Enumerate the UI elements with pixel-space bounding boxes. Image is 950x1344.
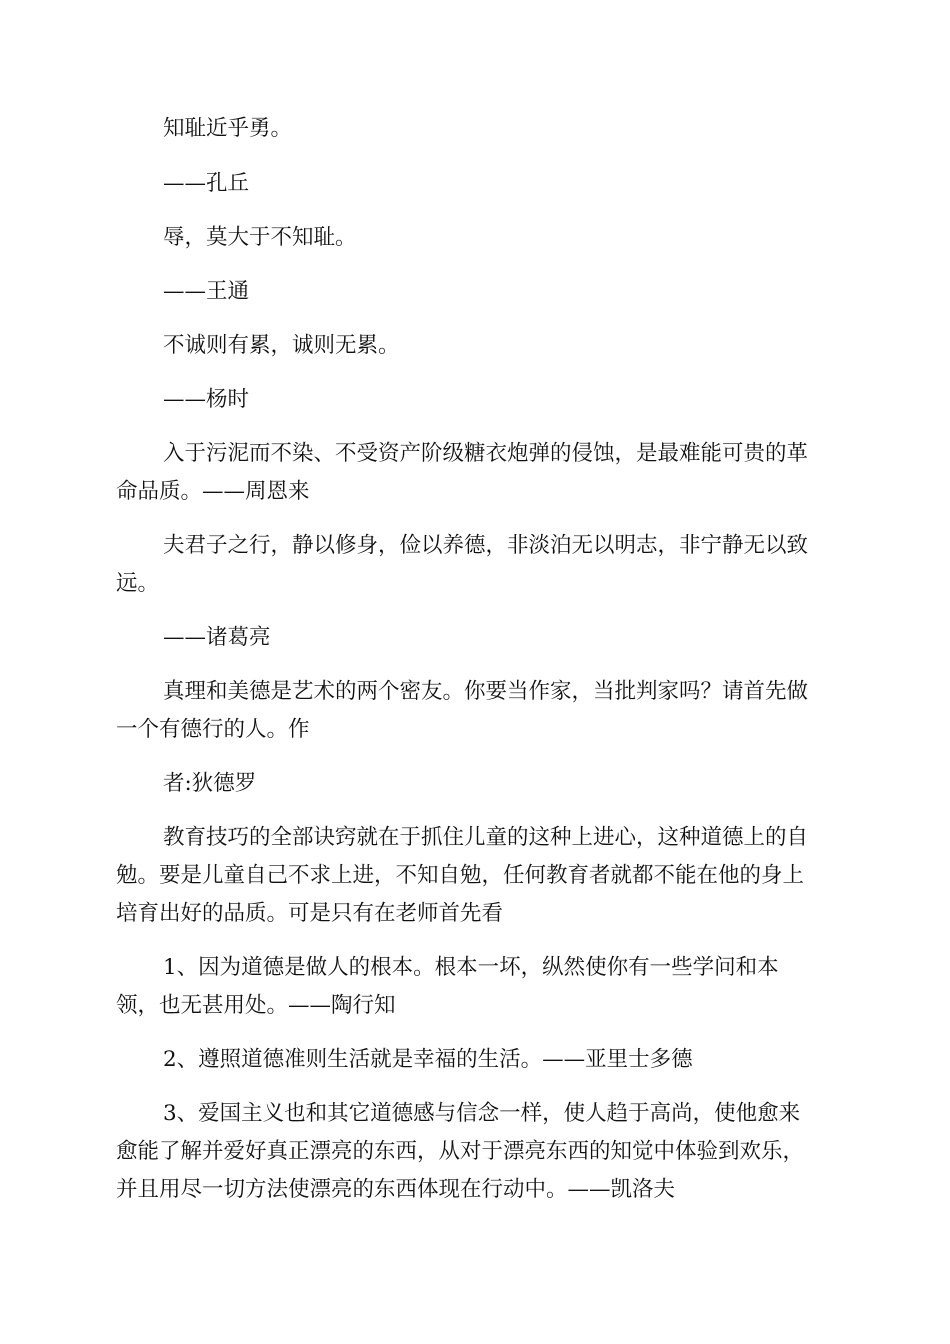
quote-line: 1、因为道德是做人的根本。根本一坏，纵然使你有一些学问和本 (163, 955, 779, 980)
quote-line: 辱，莫大于不知耻。 (163, 225, 357, 250)
quote-line: 入于污泥而不染、不受资产阶级糖衣炮弹的侵蚀，是最难能可贵的革 (163, 441, 809, 466)
quote-line: 领，也无甚用处。——陶行知 (116, 993, 396, 1018)
quote-line: 愈能了解并爱好真正漂亮的东西，从对于漂亮东西的知觉中体验到欢乐， (116, 1139, 805, 1164)
quote-line: 3、爱国主义也和其它道德感与信念一样，使人趋于高尚，使他愈来 (163, 1101, 801, 1126)
quote-author: ——孔丘 (163, 171, 250, 196)
quote-author: ——王通 (163, 279, 250, 304)
quote-line: 真理和美德是艺术的两个密友。你要当作家，当批判家吗？请首先做 (163, 679, 809, 704)
quote-author: ——杨时 (163, 387, 250, 412)
quote-line: 命品质。——周恩来 (116, 479, 310, 504)
quote-line: 知耻近乎勇。 (163, 116, 293, 141)
quote-line: 2、遵照道德准则生活就是幸福的生活。——亚里士多德 (163, 1047, 693, 1072)
quote-line: 教育技巧的全部诀窍就在于抓住儿童的这种上进心，这种道德上的自 (163, 825, 809, 850)
quote-line: 一个有德行的人。作 (116, 717, 310, 742)
quote-line: 培育出好的品质。可是只有在老师首先看 (116, 901, 504, 926)
quote-line: 并且用尽一切方法使漂亮的东西体现在行动中。——凯洛夫 (116, 1177, 676, 1202)
quote-author: 者:狄德罗 (163, 771, 257, 796)
quote-line: 远。 (116, 571, 160, 596)
quote-line: 不诚则有累，诚则无累。 (163, 333, 400, 358)
quote-line: 夫君子之行，静以修身，俭以养德，非淡泊无以明志，非宁静无以致 (163, 533, 809, 558)
quote-line: 勉。要是儿童自己不求上进，不知自勉，任何教育者就都不能在他的身上 (116, 863, 805, 888)
quote-author: ——诸葛亮 (163, 625, 271, 650)
